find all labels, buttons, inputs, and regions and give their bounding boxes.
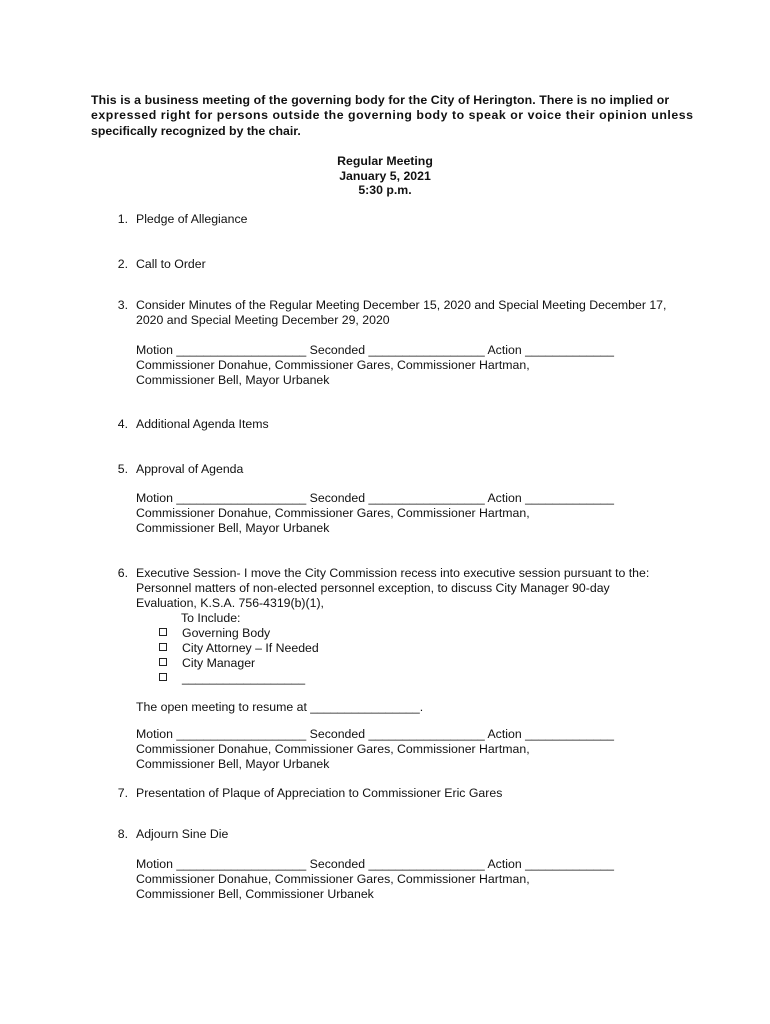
option-label: City Attorney – If Needed	[182, 641, 319, 655]
item-text: Pledge of Allegiance	[136, 212, 248, 226]
checkbox-option	[159, 641, 319, 656]
item-number: 6.	[117, 566, 128, 580]
item-text: Presentation of Plaque of Appreciation to Commissioner Eric Gares	[136, 786, 503, 800]
checkbox-option	[159, 671, 305, 686]
option-label: City Manager	[182, 656, 256, 670]
intro-line: expressed right for persons outside the governing body to speak or voice their opinion unless	[91, 108, 694, 123]
intro-disclaimer	[91, 93, 694, 139]
meeting-title: Regular Meeting	[337, 154, 433, 168]
meeting-heading	[0, 154, 770, 198]
commissioners-line: Commissioner Bell, Commissioner Urbanek	[136, 887, 374, 901]
item-text: Adjourn Sine Die	[136, 827, 229, 841]
meeting-time: 5:30 p.m.	[358, 183, 412, 198]
option-label: Governing Body	[182, 626, 271, 640]
checkbox-icon[interactable]	[159, 643, 167, 651]
item-number: 8.	[117, 827, 128, 841]
motion-line: Motion ___________________ Seconded _________________ Action _____________	[136, 857, 614, 871]
item-text: 2020 and Special Meeting December 29, 2020	[136, 313, 390, 327]
motion-line: Motion ___________________ Seconded _________________ Action _____________	[136, 343, 614, 357]
motion-line: Motion ___________________ Seconded _________________ Action _____________	[136, 491, 614, 505]
item-text: Personnel matters of non-elected personnel exception, to discuss City Manager 90-day	[136, 581, 610, 595]
checkbox-icon[interactable]	[159, 658, 167, 666]
item-number: 2.	[117, 257, 128, 271]
item-number: 4.	[117, 417, 128, 431]
commissioners-line: Commissioner Donahue, Commissioner Gares, Commissioner Hartman,	[136, 506, 530, 520]
intro-line: specifically recognized by the chair.	[91, 123, 301, 138]
item-number: 1.	[117, 212, 128, 226]
commissioners-line: Commissioner Bell, Mayor Urbanek	[136, 521, 330, 535]
item-number: 3.	[117, 298, 128, 312]
item-number: 7.	[117, 786, 128, 800]
meeting-date: January 5, 2021	[339, 168, 431, 183]
motion-block	[136, 727, 696, 772]
commissioners-line: Commissioner Donahue, Commissioner Gares, Commissioner Hartman,	[136, 872, 530, 886]
checkbox-option	[159, 656, 255, 671]
motion-block	[136, 343, 696, 388]
resume-line: The open meeting to resume at ________________.	[136, 700, 424, 714]
intro-line: This is a business meeting of the governing body for the City of Herington. There is no implied or	[91, 93, 670, 107]
checkbox-option	[159, 626, 270, 641]
item-text: Additional Agenda Items	[136, 417, 269, 431]
commissioners-line: Commissioner Bell, Mayor Urbanek	[136, 757, 330, 771]
motion-block	[136, 857, 696, 902]
checkbox-icon[interactable]	[159, 673, 167, 681]
item-text: Call to Order	[136, 257, 206, 271]
checkbox-icon[interactable]	[159, 628, 167, 636]
item-text: Evaluation, K.S.A. 756-4319(b)(1),	[136, 596, 324, 610]
commissioners-line: Commissioner Donahue, Commissioner Gares, Commissioner Hartman,	[136, 742, 530, 756]
commissioners-line: Commissioner Donahue, Commissioner Gares, Commissioner Hartman,	[136, 358, 530, 372]
to-include-label: To Include:	[181, 611, 241, 625]
item-text: Approval of Agenda	[136, 462, 244, 476]
item-text: Consider Minutes of the Regular Meeting December 15, 2020 and Special Meeting December 17,	[136, 298, 667, 312]
commissioners-line: Commissioner Bell, Mayor Urbanek	[136, 373, 330, 387]
item-text: Executive Session- I move the City Commission recess into executive session pursuant to the:	[136, 566, 650, 580]
motion-block	[136, 491, 696, 536]
motion-line: Motion ___________________ Seconded _________________ Action _____________	[136, 727, 614, 741]
item-number: 5.	[117, 462, 128, 476]
option-blank: __________________	[182, 671, 306, 685]
